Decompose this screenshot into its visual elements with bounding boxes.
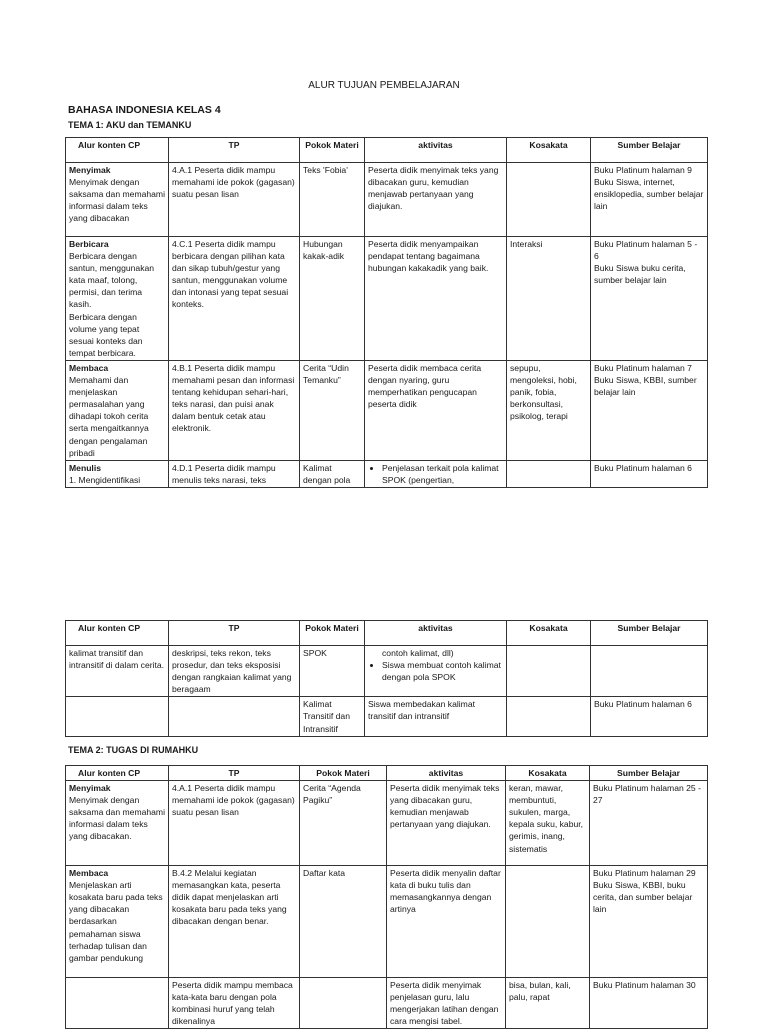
document-title: ALUR TUJUAN PEMBELAJARAN <box>308 80 460 91</box>
cp-text: Menyimak dengan saksama dan memahami informasi dalam teks yang dibacakan <box>69 177 166 224</box>
cell-cp: kalimat transitif dan intransitif di dalam cerita. <box>66 646 169 697</box>
header-pokok-materi: Pokok Materi <box>300 766 387 781</box>
cell-tp: 4.B.1 Peserta didik mampu memahami pesan dan informasi tentang kehidupan sehari-hari, teks narasi, dan puisi anak dalam bentuk cetak atau elektronik. <box>169 360 300 460</box>
cell-pokok: Hubungan kakak-adik <box>300 237 365 361</box>
table-header-row <box>66 621 708 646</box>
cell-cp <box>66 460 169 487</box>
table-row <box>66 460 708 487</box>
header-sumber-belajar: Sumber Belajar <box>591 621 708 646</box>
cell-sumber: Buku Platinum halaman 30 <box>590 978 708 1029</box>
cell-tp: Peserta didik mampu membaca kata-kata baru dengan pola kombinasi huruf yang telah dikenalinya <box>169 978 300 1029</box>
subject-heading: BAHASA INDONESIA KELAS 4 <box>68 104 221 116</box>
cell-aktivitas: Peserta didik menyimak teks yang dibacakan guru, kemudian menjawab pertanyaan yang diajukan. <box>365 163 507 237</box>
cell-cp <box>66 866 169 978</box>
bullet-item: • Siswa membuat contoh kalimat dengan pola SPOK <box>382 659 503 683</box>
cell-sumber: Buku Platinum halaman 25 - 27 <box>590 781 708 866</box>
cell-pokok <box>300 978 387 1029</box>
header-kosakata: Kosakata <box>507 138 591 163</box>
table-row <box>66 237 708 361</box>
cell-tp: B.4.2 Melalui kegiatan memasangkan kata, peserta didik dapat menjelaskan arti kosakata baru pada teks yang dibacakan dengan benar. <box>169 866 300 978</box>
cp-text: Menjelaskan arti kosakata baru pada teks yang dibacakan berdasarkan pemahaman siswa terhadap tulisan dan gambar pendukung <box>69 880 163 963</box>
cell-aktivitas: Peserta didik membaca cerita dengan nyaring, guru memperhatikan pengucapan peserta didik <box>365 360 507 460</box>
cell-tp: 4.C.1 Peserta didik mampu berbicara dengan pilihan kata dan sikap tubuh/gestur yang santun, menggunakan volume dan intonasi yang tepat sesuai konteks. <box>169 237 300 361</box>
table-row <box>66 646 708 697</box>
theme-1-heading: TEMA 1: AKU dan TEMANKU <box>68 120 192 130</box>
header-pokok-materi: Pokok Materi <box>300 621 365 646</box>
sumber-text: Buku Platinum halaman 5 - 6 <box>594 239 698 262</box>
cell-aktivitas: Peserta didik menyimak teks yang dibacakan guru, kemudian menjawab pertanyaan yang diajukan. <box>387 781 506 866</box>
cell-aktivitas: Siswa membedakan kalimat transitif dan intransitif <box>365 697 507 736</box>
cp-text: Berbicara dengan volume yang tepat sesuai konteks dan tempat berbicara. <box>69 311 143 358</box>
cell-kosakata <box>507 697 591 736</box>
table-row <box>66 163 708 237</box>
cell-pokok: Kalimat Transitif dan Intransitif <box>300 697 365 736</box>
cp-text: 1. Mengidentifikasi <box>69 474 141 485</box>
cell-cp <box>66 781 169 866</box>
cell-sumber: Buku Platinum halaman 6 <box>591 697 708 736</box>
table-row <box>66 781 708 866</box>
cell-aktivitas <box>365 646 507 697</box>
cp-heading: Berbicara <box>69 239 109 249</box>
cp-heading: Menyimak <box>69 165 111 175</box>
sumber-text: Buku Platinum halaman 29 <box>593 868 696 879</box>
cell-sumber <box>591 360 708 460</box>
cell-tp: 4.D.1 Peserta didik mampu menulis teks narasi, teks <box>169 460 300 487</box>
table-row <box>66 866 708 978</box>
header-sumber-belajar: Sumber Belajar <box>590 766 708 781</box>
atp-table-tema-1 <box>65 137 708 488</box>
table-row <box>66 360 708 460</box>
sumber-text: Buku Platinum halaman 7 <box>594 362 692 373</box>
sumber-text: Buku Siswa, KBBI, buku cerita, dan sumber belajar lain <box>593 880 693 915</box>
cell-sumber: Buku Platinum halaman 9 Buku Siswa, internet, ensiklopedia, sumber belajar lain <box>591 163 708 237</box>
header-aktivitas: aktivitas <box>387 766 506 781</box>
atp-table-tema-2 <box>65 765 708 1029</box>
cp-text: Berbicara dengan santun, menggunakan kata maaf, tolong, permisi, dan terima kasih. <box>69 251 155 310</box>
sumber-text: Buku Siswa, KBBI, sumber belajar lain <box>594 375 697 398</box>
header-kosakata: Kosakata <box>506 766 590 781</box>
table-row <box>66 697 708 736</box>
cell-tp <box>169 697 300 736</box>
cell-pokok: Cerita “Agenda Pagiku” <box>300 781 387 866</box>
cell-aktivitas: Peserta didik menyalin daftar kata di buku tulis dan memasangkannya dengan artinya <box>387 866 506 978</box>
cell-kosakata <box>507 163 591 237</box>
header-tp: TP <box>169 621 300 646</box>
header-kosakata: Kosakata <box>507 621 591 646</box>
cell-sumber <box>591 646 708 697</box>
cp-heading: Membaca <box>69 868 109 879</box>
cell-sumber: Buku Platinum halaman 6 <box>591 460 708 487</box>
table-row <box>66 978 708 1029</box>
header-aktivitas: aktivitas <box>365 138 507 163</box>
atp-table-tema-1-continued <box>65 620 708 737</box>
cell-aktivitas <box>365 460 507 487</box>
aktivitas-text: contoh kalimat, dll) <box>382 648 454 658</box>
cell-pokok: SPOK <box>300 646 365 697</box>
table-header-row <box>66 138 708 163</box>
cell-sumber <box>590 866 708 978</box>
cp-heading: Menyimak <box>69 783 111 794</box>
cell-kosakata: sepupu, mengoleksi, hobi, panik, fobia, berkonsultasi, psikolog, terapi <box>507 360 591 460</box>
cell-sumber <box>591 237 708 361</box>
header-tp: TP <box>169 766 300 781</box>
cell-kosakata: bisa, bulan, kali, palu, rapat <box>506 978 590 1029</box>
header-cp: Alur konten CP <box>66 766 169 781</box>
cell-pokok: Kalimat dengan pola <box>300 460 365 487</box>
cell-pokok: Teks 'Fobia' <box>300 163 365 237</box>
cp-text: Memahami dan menjelaskan permasalahan yang dihadapi tokoh cerita serta mengaitkannya dengan pengalaman pribadi <box>69 375 149 458</box>
theme-2-heading: TEMA 2: TUGAS DI RUMAHKU <box>68 745 199 755</box>
cell-kosakata <box>507 460 591 487</box>
cell-pokok: Cerita “Udin Temanku” <box>300 360 365 460</box>
cell-cp <box>66 697 169 736</box>
cell-cp <box>66 978 169 1029</box>
cell-cp <box>66 237 169 361</box>
header-cp: Alur konten CP <box>66 621 169 646</box>
cp-heading: Menulis <box>69 462 101 473</box>
cell-cp <box>66 360 169 460</box>
cell-pokok: Daftar kata <box>300 866 387 978</box>
cell-tp: deskripsi, teks rekon, teks prosedur, dan teks eksposisi dengan rangkaian kalimat yang beragaam <box>169 646 300 697</box>
cell-cp <box>66 163 169 237</box>
cell-tp: 4.A.1 Peserta didik mampu memahami ide pokok (gagasan) suatu pesan lisan <box>169 163 300 237</box>
cell-aktivitas: Peserta didik menyampaikan pendapat tentang bagaimana hubungan kakakadik yang baik. <box>365 237 507 361</box>
sumber-text: Buku Siswa buku cerita, sumber belajar lain <box>594 263 686 286</box>
cell-kosakata: keran, mawar, membuntuti, sukulen, marga, kepala suku, kabur, gerimis, inang, sistematis <box>506 781 590 866</box>
header-tp: TP <box>169 138 300 163</box>
header-cp: Alur konten CP <box>66 138 169 163</box>
cell-aktivitas: Peserta didik menyimak penjelasan guru, lalu mengerjakan latihan dengan cara mengisi tabel. <box>387 978 506 1029</box>
cell-tp: 4.A.1 Peserta didik mampu memahami ide pokok (gagasan) suatu pesan lisan <box>169 781 300 866</box>
header-pokok-materi: Pokok Materi <box>300 138 365 163</box>
header-sumber-belajar: Sumber Belajar <box>591 138 708 163</box>
table-header-row <box>66 766 708 781</box>
cp-text: Menyimak dengan saksama dan memahami informasi dalam teks yang dibacakan. <box>69 795 166 842</box>
header-aktivitas: aktivitas <box>365 621 507 646</box>
cell-kosakata <box>507 646 591 697</box>
cell-kosakata: Interaksi <box>507 237 591 361</box>
cell-kosakata <box>506 866 590 978</box>
cp-heading: Membaca <box>69 362 109 373</box>
bullet-item: • Penjelasan terkait pola kalimat SPOK (pengertian, <box>382 462 503 486</box>
